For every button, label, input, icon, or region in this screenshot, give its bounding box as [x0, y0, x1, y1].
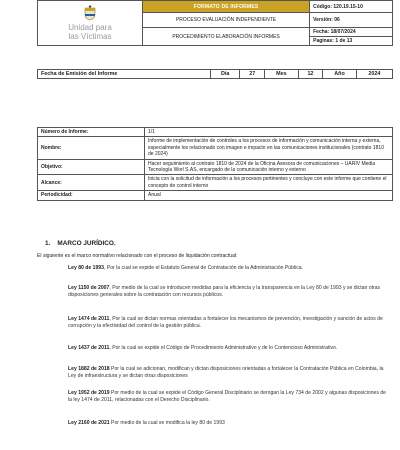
process-name: PROCESO EVALUACIÓN INDEPENDIENTE — [143, 13, 310, 28]
table-row — [38, 128, 393, 137]
form-banner: FORMATO DE INFORMES — [143, 1, 310, 13]
form-pages: Paginas: 1 de 13 — [310, 37, 393, 46]
info-label: Alcance: — [38, 175, 145, 191]
info-label: Objetivo: — [38, 159, 145, 175]
day-label: Día — [211, 70, 240, 79]
list-item — [68, 420, 386, 427]
table-row — [38, 191, 393, 200]
year-label: Año — [323, 70, 356, 79]
law-description: , Por la cual se dictan normas orientadas a fortalecer los mecanismos de prevención, investigación y sanción de actos de corrupción y la efectividad del control de la gestión pública. — [68, 316, 383, 329]
list-item — [68, 366, 386, 380]
info-value: Hacer seguimiento al contrato 1810 de 2024 de la Oficina Asesora de comunicaciones – UARIV Media Tecnología Worl S.AS, encargado de la comunicación interno y externo — [145, 159, 393, 175]
law-name: Ley 2160 de 2021 — [68, 420, 110, 426]
info-label: Número de Informe: — [38, 128, 145, 137]
law-description: Por medio de la cual se expide el Código General Disciplinario se derogan la Ley 734 de 2002 y algunas disposiciones de la ley 1474 de 2011, relacionadas con el Derecho Disciplinario. — [68, 390, 387, 403]
info-value: Informe de implementación de controles a los procesos de información y comunicación interna y externa, especialmente los relacionado con imagen e impacto en las comunicaciones institucionales (contrato 1810 de 2024) — [145, 137, 393, 159]
document-header — [37, 0, 393, 46]
list-item — [68, 316, 386, 330]
section-intro: El siguiente es el marco normativo relacionado con el proceso de liquidación contractual: — [37, 253, 238, 259]
emission-label: Fecha de Emisión del Informe — [38, 70, 211, 79]
info-label: Periodicidad: — [38, 191, 145, 200]
law-name: Ley 1952 de 2019 — [68, 390, 110, 396]
law-description: , Por la cual se expide el Estatuto General de Contratación de la Administración Pública. — [103, 265, 304, 271]
day-value: 27 — [240, 70, 265, 79]
list-item — [68, 390, 386, 404]
law-description: Por la cual se adicionan, modifican y dictan disposiciones orientadas a fortalecer la Contratación Pública en Colombia, la Ley de infraestructura y se dictan otras disposiciones — [68, 366, 384, 379]
year-value: 2024 — [356, 70, 392, 79]
law-description: Por medio de la cual se modifica la ley 80 de 1993 — [109, 420, 225, 426]
law-name: Ley 80 de 1993 — [68, 265, 104, 271]
procedure-name: PROCEDIMIENTO ELABORACIÓN INFORMES — [143, 28, 310, 46]
table-row — [38, 137, 393, 159]
law-description: , Por medio de la cual se introducen medidas para la eficiencia y la transparencia en la Ley 80 de 1993 y se dictan otras disposiciones generales sobre la contratación con recursos públicos. — [68, 285, 381, 298]
info-label: Nombre: — [38, 137, 145, 159]
info-value: 1/1 — [145, 128, 393, 137]
form-code: Código: 120.19.15-10 — [310, 1, 393, 13]
list-item — [68, 265, 386, 272]
org-name-line1: Unidad para — [68, 23, 112, 32]
month-label: Mes — [265, 70, 298, 79]
month-value: 12 — [298, 70, 323, 79]
org-name-line2: las Víctimas — [68, 32, 112, 41]
section-title: 1. MARCO JURÍDICO. — [45, 240, 116, 247]
list-item — [68, 345, 386, 352]
form-version: Versión: 06 — [310, 13, 393, 28]
logo-cell — [38, 1, 143, 46]
form-date: Fecha: 18/07/2024 — [310, 28, 393, 37]
info-value: Anual — [145, 191, 393, 200]
coat-of-arms-icon — [83, 5, 97, 21]
table-row — [38, 159, 393, 175]
law-name: Ley 1474 de 2011 — [68, 316, 110, 322]
law-name: Ley 1150 de 2007 — [68, 285, 110, 291]
emission-date-row — [37, 69, 393, 79]
law-name: Ley 1882 de 2018 — [68, 366, 110, 372]
law-description: , Por la cual se expide el Código de Procedimiento Administrativo y de lo Contencioso Administrativo. — [109, 345, 338, 351]
report-info-table — [37, 127, 393, 201]
info-value: Inicia con la solicitud de información a los procesos pertinentes y concluye con este informe que contiene el concepto de control interno — [145, 175, 393, 191]
table-row — [38, 175, 393, 191]
list-item — [68, 285, 386, 299]
law-name: Ley 1437 de 2011 — [68, 345, 110, 351]
